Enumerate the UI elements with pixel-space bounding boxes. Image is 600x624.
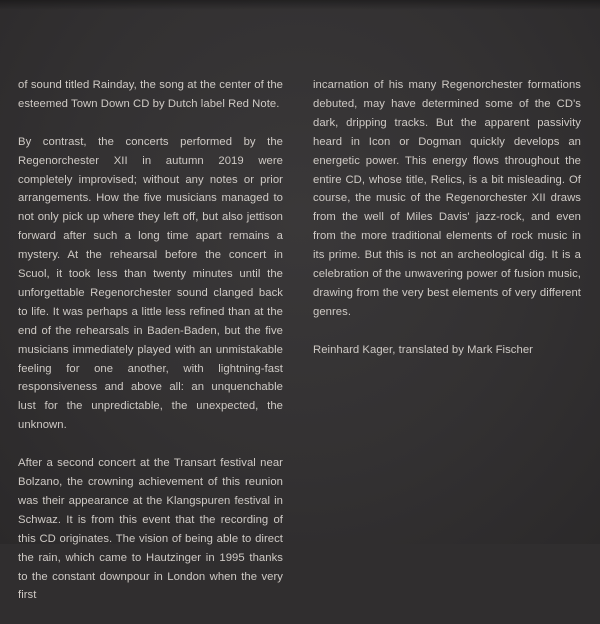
left-paragraph-1: of sound titled Rainday, the song at the center of the esteemed Town Down CD by Dutch label Red Note.: [18, 79, 283, 110]
left-text-column: [18, 76, 283, 624]
page-fold-shadow: [0, 0, 600, 10]
author-credit: Reinhard Kager, translated by Mark Fischer: [313, 343, 533, 356]
left-paragraph-2: By contrast, the concerts performed by the Regenorchester XII in autumn 2019 were completely improvised; without any notes or prior arrangements. How the five musicians managed to not only pick up where they left off, but also jettison forward after such a long time apart remains a mystery. At the rehearsal before the concert in Scuol, it took less than twenty minutes until the unforgettable Regenorchester sound clanged back to life. It was perhaps a little less refined than at the end of the rehearsals in Baden-Baden, but the five musicians immediately played with an unmistakable feeling for one another, with lightning-fast responsiveness and above all: an unquenchable lust for the unpredictable, the unexpected, the unknown.: [18, 135, 283, 432]
left-paragraph-3: After a second concert at the Transart festival near Bolzano, the crowning achievement of this reunion was their appearance at the Klangspuren festival in Schwaz. It is from this event that the recording of this CD originates. The vision of being able to direct the rain, which came to Hautzinger in 1995 thanks to the constant downpour in London when the very first: [18, 457, 283, 602]
right-paragraph-1: incarnation of his many Regenorchester formations debuted, may have determined some of the CD's dark, dripping tracks. But the apparent passivity heard in Icon or Dogman quickly develops an energetic power. This energy flows throughout the entire CD, whose title, Relics, is a bit misleading. Of course, the music of the Regenorchester XII draws from the well of Miles Davis' jazz-rock, and even from the more traditional elements of rock music in its prime. But this is not an archeological dig. It is a celebration of the unwavering power of fusion music, drawing from the very best elements of very different genres.: [313, 79, 581, 318]
right-text-column: [313, 76, 581, 378]
